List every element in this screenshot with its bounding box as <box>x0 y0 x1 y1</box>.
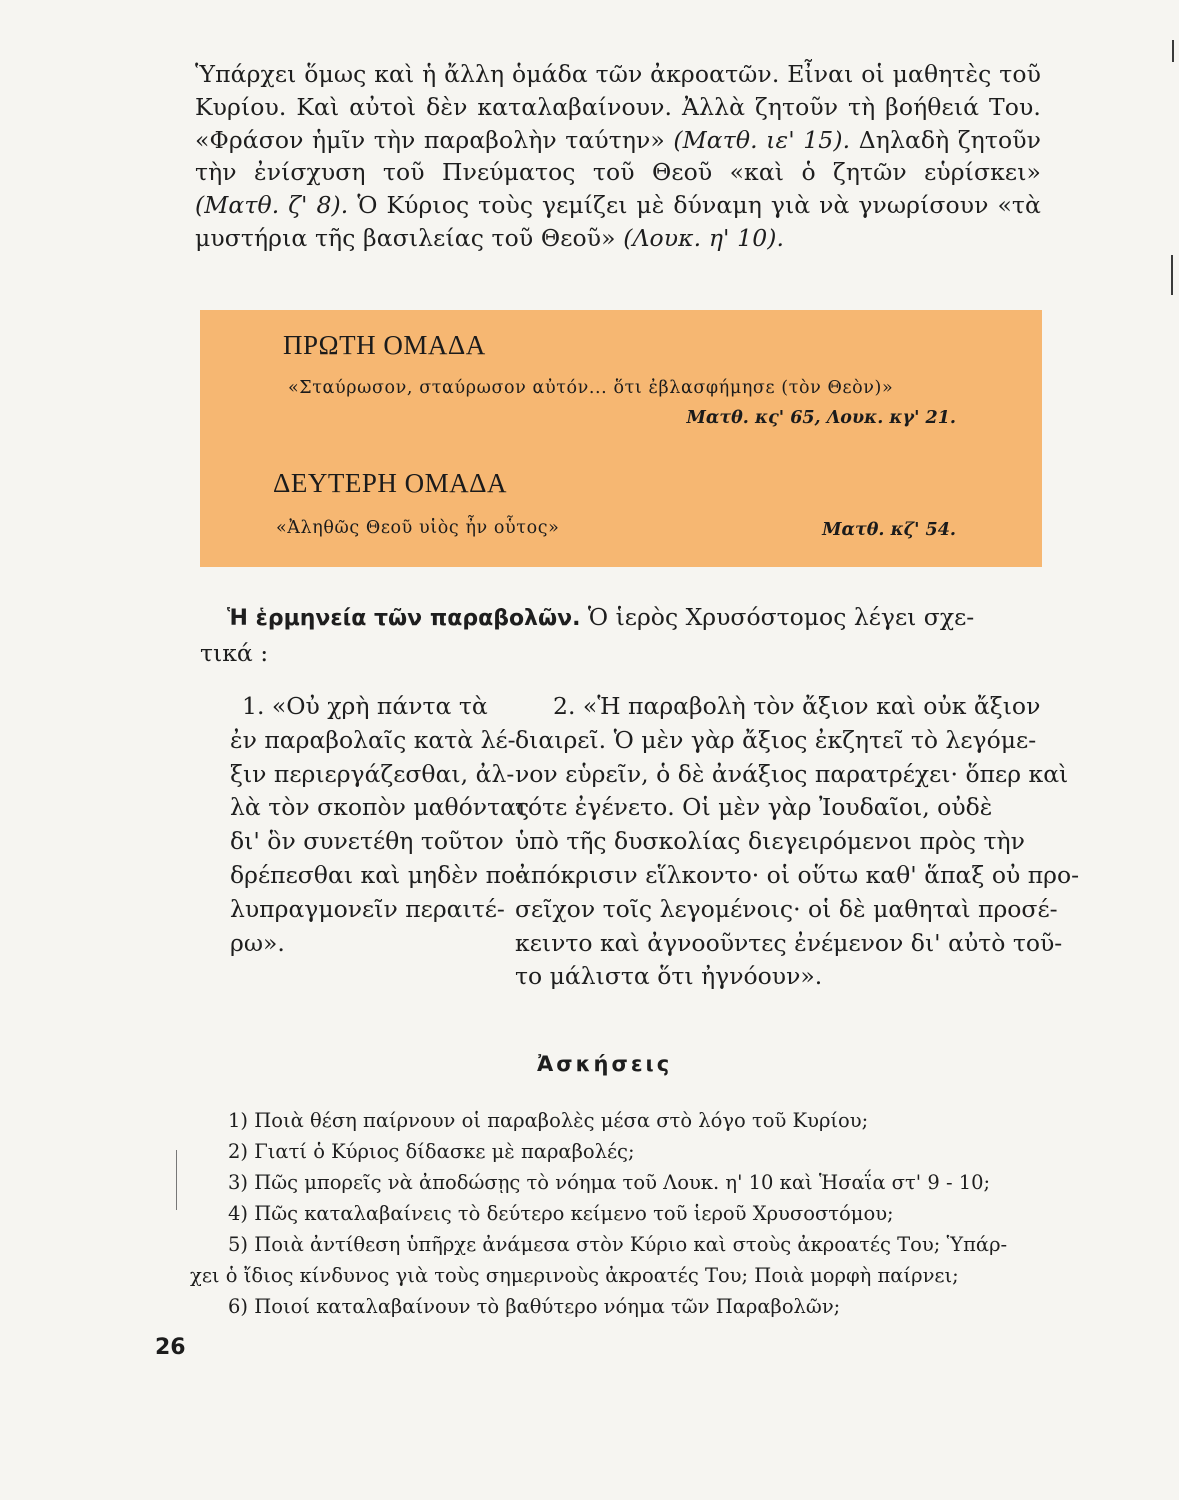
exercise-text: Γιατί ὁ Κύριος δίδασκε μὲ παραβολές; <box>254 1140 635 1163</box>
quote-right-line: κειντο καὶ ἀγνοοῦντες ἐνέμενον δι' αὐτὸ τοῦ- <box>515 928 1063 957</box>
quote-left-line: λὰ τὸν σκοπὸν μαθόντας <box>230 793 530 822</box>
group-2-quote: «Ἀληθῶς Θεοῦ υἱὸς ἦν οὗτος» <box>276 518 560 538</box>
intro-paragraph <box>195 58 1041 255</box>
exercise-text: Πῶς μπορεῖς νὰ ἀποδώσῃς τὸ νόημα τοῦ Λουκ. η' 10 καὶ Ἡσαΐα στ' 9 - 10; <box>254 1171 991 1194</box>
exercise-number: 2) <box>228 1140 249 1163</box>
interpretation-text: Ὁ ἱερὸς Χρυσόστομος λέγει σχε- <box>580 603 975 631</box>
exercise-number: 6) <box>228 1295 249 1318</box>
exercise-list <box>190 1105 1038 1322</box>
exercise-item <box>228 1167 1038 1198</box>
quote-right-line: ἀπόκρισιν εἵλκοντο· οἱ οὕτω καθ' ἅπαξ οὐ προ- <box>515 860 1080 889</box>
scan-artifact <box>176 1150 177 1210</box>
quote-right-line: διαιρεῖ. Ὁ μὲν γὰρ ἄξιος ἐκζητεῖ τὸ λεγόμε- <box>515 725 1037 754</box>
intro-text-3: Ὁ Κύριος τοὺς γεμίζει μὲ δύναμη γιὰ νὰ γνωρίσουν «τὰ μυστήρια τῆς βασιλείας τοῦ Θεοῦ» <box>195 191 1042 252</box>
exercise-text: Ποιοί καταλαβαίνουν τὸ βαθύτερο νόημα τῶν Παραβολῶν; <box>254 1295 841 1318</box>
interpretation-paragraph <box>200 600 1035 671</box>
quote-left-line: ξιν περιεργάζεσθαι, ἀλ- <box>230 759 515 788</box>
group-1-quote: «Σταύρωσον, σταύρωσον αὐτόν... ὅτι ἐβλασφήμησε (τὸν Θεὸν)» <box>288 378 894 398</box>
quote-left-line: 1. «Οὐ χρὴ πάντα τὰ <box>242 692 488 720</box>
intro-reference-1: (Ματθ. ιε' 15). <box>673 125 851 154</box>
exercise-text: Πῶς καταλαβαίνεις τὸ δεύτερο κείμενο τοῦ ἱεροῦ Χρυσοστόμου; <box>254 1202 894 1225</box>
quote-column-left <box>230 690 530 960</box>
interpretation-text-cont: τικά : <box>200 639 269 667</box>
intro-text-2: Δηλαδὴ ζητοῦν τὴν ἐνίσχυση τοῦ Πνεύματος τοῦ Θεοῦ «καὶ ὁ ζητῶν εὑρίσκει» <box>195 125 1041 187</box>
quote-column-right <box>515 690 1080 994</box>
exercise-text: Ποιὰ ἀντίθεση ὑπῆρχε ἀνάμεσα στὸν Κύριο καὶ στοὺς ἀκροατές Του; Ὑπάρ- <box>254 1233 1008 1256</box>
exercise-item <box>228 1136 1038 1167</box>
group-2-title: ΔΕΥΤΕΡΗ ΟΜΑΔΑ <box>273 468 507 498</box>
exercise-number: 1) <box>228 1109 249 1132</box>
quote-right-line: το μάλιστα ὅτι ἠγνόουν». <box>515 962 823 991</box>
group-1-title: ΠΡΩΤΗ ΟΜΑΔΑ <box>283 330 486 360</box>
exercise-number: 5) <box>228 1233 249 1256</box>
group-1-reference: Ματθ. κς' 65, Λουκ. κγ' 21. <box>686 408 956 428</box>
intro-reference-2: (Ματθ. ζ' 8). <box>195 191 349 220</box>
quote-right-line: τότε ἐγένετο. Οἱ μὲν γὰρ Ἰουδαῖοι, οὐδὲ <box>515 793 993 822</box>
quote-left-line: λυπραγμονεῖν περαιτέ- <box>230 894 505 923</box>
exercise-item <box>228 1198 1038 1229</box>
exercises-heading: Ἀσκήσεις <box>537 1052 673 1076</box>
page-number: 26 <box>155 1335 186 1360</box>
quote-right-line: ὑπὸ τῆς δυσκολίας διεγειρόμενοι πρὸς τὴν <box>515 827 1025 856</box>
exercise-item <box>228 1291 1038 1322</box>
quote-left-line: ἐν παραβολαῖς κατὰ λέ- <box>230 725 516 754</box>
quote-left-line: ρω». <box>230 928 285 957</box>
quote-right-line: 2. «Ἡ παραβολὴ τὸν ἄξιον καὶ οὐκ ἄξιον <box>553 692 1041 720</box>
groups-callout-box <box>200 310 1042 567</box>
interpretation-heading: Ἡ ἑρμηνεία τῶν παραβολῶν. <box>227 606 581 631</box>
exercise-item <box>228 1105 1038 1136</box>
exercise-text: Ποιὰ θέση παίρνουν οἱ παραβολὲς μέσα στὸ λόγο τοῦ Κυρίου; <box>254 1109 869 1132</box>
exercise-item <box>190 1229 1038 1291</box>
scan-artifact <box>1172 40 1174 62</box>
exercise-number: 4) <box>228 1202 249 1225</box>
intro-text-1: Ὑπάρχει ὅμως καὶ ἡ ἄλλη ὁμάδα τῶν ἀκροατῶν. Εἶναι οἱ μαθητὲς τοῦ Κυρίου. Καὶ αὐτοὶ δὲν καταλαβαίνουν. Ἀλλὰ ζητοῦν τὴ βοήθειά Του. «Φράσον ἡμῖν τὴν παραβολὴν ταύτην» <box>195 60 1041 154</box>
exercise-text-cont: χει ὁ ἴδιος κίνδυνος γιὰ τοὺς σημερινοὺς ἀκροατές Του; Ποιὰ μορφὴ παίρνει; <box>190 1264 959 1287</box>
exercise-number: 3) <box>228 1171 249 1194</box>
scan-artifact <box>1171 255 1173 295</box>
group-2-reference: Ματθ. κζ' 54. <box>822 520 956 540</box>
quote-left-line: δρέπεσθαι καὶ μηδὲν πο- <box>230 860 524 889</box>
quote-right-line: σεῖχον τοῖς λεγομένοις· οἱ δὲ μαθηταὶ προσέ- <box>515 894 1058 923</box>
quote-right-line: νον εὑρεῖν, ὁ δὲ ἀνάξιος παρατρέχει· ὅπερ καὶ <box>515 759 1069 788</box>
quote-left-line: δι' ὃν συνετέθη τοῦτον <box>230 827 504 856</box>
intro-reference-3: (Λουκ. η' 10). <box>623 223 785 252</box>
